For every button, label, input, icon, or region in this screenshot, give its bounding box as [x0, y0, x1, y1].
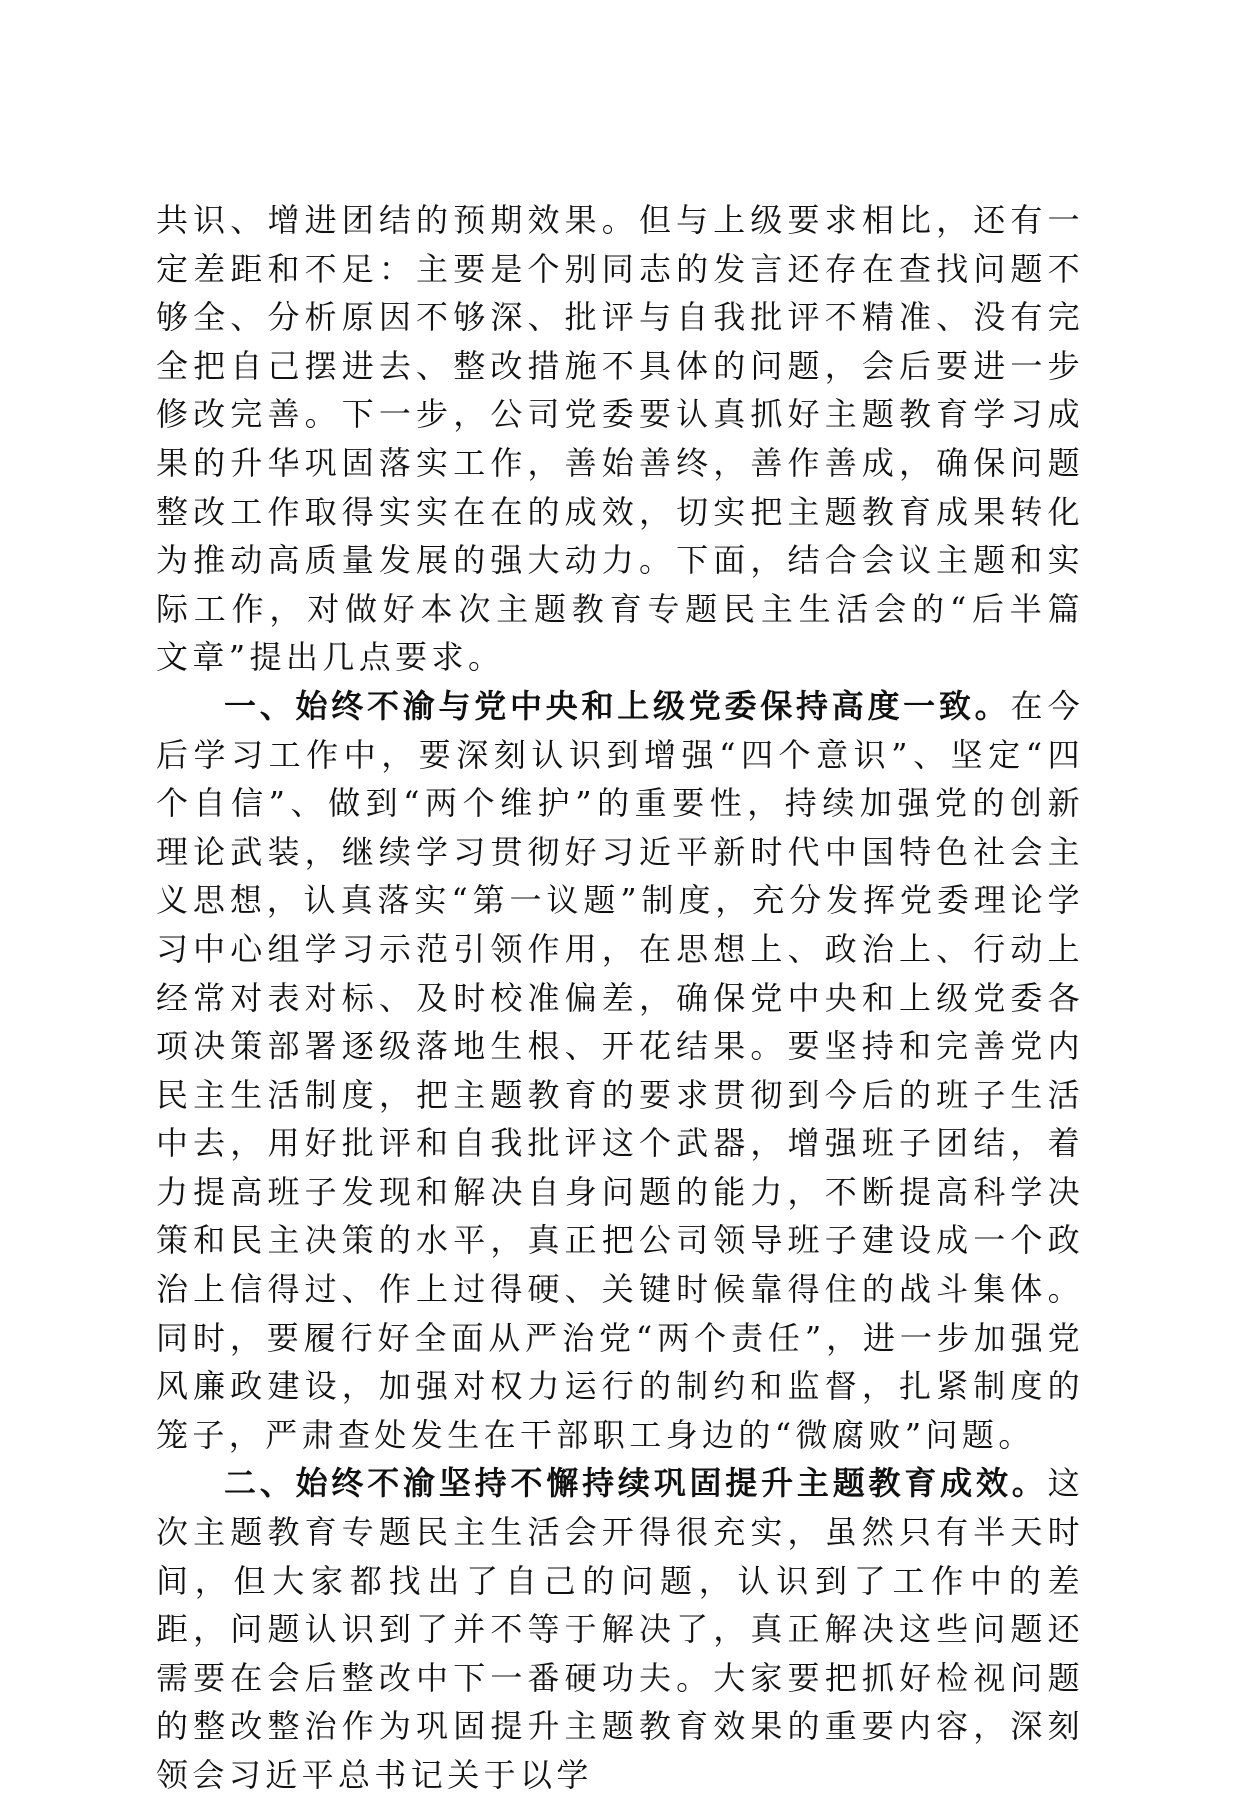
- paragraph-requirement-one: [156, 682, 1084, 1460]
- paragraph-requirement-two: [156, 1459, 1084, 1799]
- section-body-two: 这次主题教育专题民主生活会开得很充实，虽然只有半天时间，但大家都找出了自己的问题，认识到了工作中的差距，问题认识到了并不等于解决了，真正解决这些问题还需要在会后整改中下一番硬功夫。大家要把抓好检视问题的整改整治作为巩固提升主题教育效果的重要内容，深刻领会习近平总书记关于以学: [156, 1464, 1084, 1794]
- section-heading-one: 一、始终不渝与党中央和上级党委保持高度一致。: [224, 686, 1011, 725]
- section-heading-two: 二、始终不渝坚持不懈持续巩固提升主题教育成效。: [224, 1464, 1048, 1503]
- paragraph-conclusion: 共识、增进团结的预期效果。但与上级要求相比，还有一定差距和不足：主要是个别同志的发言还存在查找问题不够全、分析原因不够深、批评与自我批评不精准、没有完全把自己摆进去、整改措施不具体的问题，会后要进一步修改完善。下一步，公司党委要认真抓好主题教育学习成果的升华巩固落实工作，善始善终，善作善成，确保问题整改工作取得实实在在的成效，切实把主题教育成果转化为推动高质量发展的强大动力。下面，结合会议主题和实际工作，对做好本次主题教育专题民主生活会的“后半篇文章”提出几点要求。: [156, 201, 1084, 677]
- section-body-one: 在今后学习工作中，要深刻认识到增强“四个意识”、坚定“四个自信”、做到“两个维护”的重要性，持续加强党的创新理论武装，继续学习贯彻好习近平新时代中国特色社会主义思想，认真落实“第一议题”制度，充分发挥党委理论学习中心组学习示范引领作用，在思想上、政治上、行动上经常对表对标、及时校准偏差，确保党中央和上级党委各项决策部署逐级落地生根、开花结果。要坚持和完善党内民主生活制度，把主题教育的要求贯彻到今后的班子生活中去，用好批评和自我批评这个武器，增强班子团结，着力提高班子发现和解决自身问题的能力，不断提高科学决策和民主决策的水平，真正把公司领导班子建设成一个政治上信得过、作上过得硬、关键时候靠得住的战斗集体。同时，要履行好全面从严治党“两个责任”，进一步加强党风廉政建设，加强对权力运行的制约和监督，扎紧制度的笼子，严肃查处发生在干部职工身边的“微腐败”问题。: [156, 686, 1084, 1454]
- document-body: [156, 196, 1084, 1800]
